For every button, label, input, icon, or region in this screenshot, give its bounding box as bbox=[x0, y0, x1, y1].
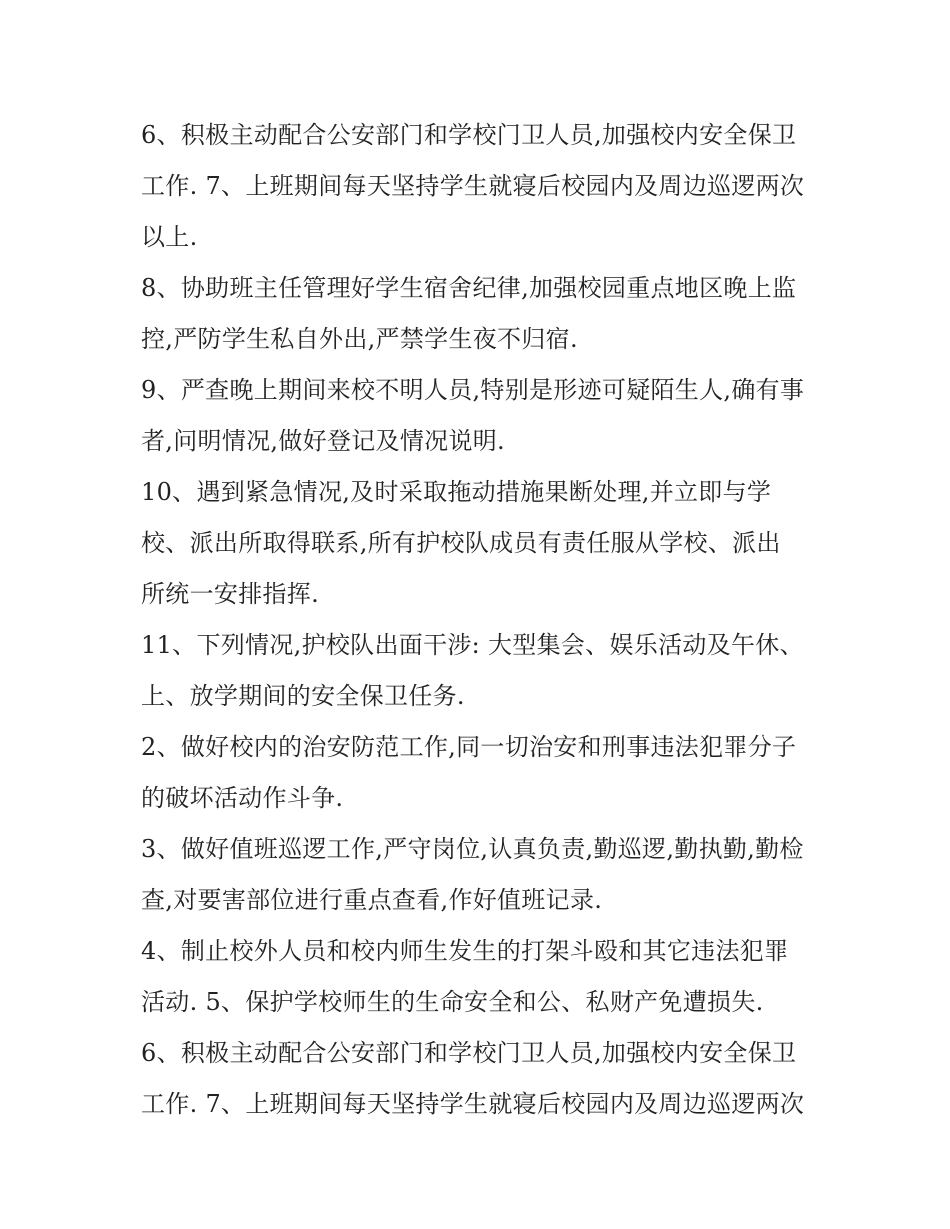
text-line: 者,问明情况,做好登记及情况说明. bbox=[141, 427, 505, 455]
text-line: 查,对要害部位进行重点查看,作好值班记录. bbox=[141, 886, 603, 914]
text-line: 工作. 7、上班期间每天坚持学生就寝后校园内及周边巡逻两次 bbox=[141, 172, 805, 200]
text-line: 6、积极主动配合公安部门和学校门卫人员,加强校内安全保卫 bbox=[141, 1039, 797, 1067]
text-line: 3、做好值班巡逻工作,严守岗位,认真负责,勤巡逻,勤执勤,勤检 bbox=[141, 835, 804, 863]
text-line: 6、积极主动配合公安部门和学校门卫人员,加强校内安全保卫 bbox=[141, 121, 797, 149]
text-line: 11、下列情况,护校队出面干涉: 大型集会、娱乐活动及午休、 bbox=[141, 631, 804, 659]
text-line: 2、做好校内的治安防范工作,同一切治安和刑事违法犯罪分子 bbox=[141, 733, 797, 761]
text-line: 的破坏活动作斗争. bbox=[141, 784, 344, 812]
text-line: 4、制止校外人员和校内师生发生的打架斗殴和其它违法犯罪 bbox=[141, 937, 789, 965]
document-body bbox=[141, 110, 821, 1130]
text-line: 活动. 5、保护学校师生的生命安全和公、私财产免遭损失. bbox=[141, 988, 764, 1016]
text-line: 工作. 7、上班期间每天坚持学生就寝后校园内及周边巡逻两次 bbox=[141, 1090, 805, 1118]
text-line: 以上. bbox=[141, 223, 198, 251]
text-line: 控,严防学生私自外出,严禁学生夜不归宿. bbox=[141, 325, 578, 353]
text-line: 10、遇到紧急情况,及时采取拖动措施果断处理,并立即与学 bbox=[141, 478, 772, 506]
text-line: 上、放学期间的安全保卫任务. bbox=[141, 682, 465, 710]
text-line: 校、派出所取得联系,所有护校队成员有责任服从学校、派出 bbox=[141, 529, 781, 557]
text-line: 9、严查晚上期间来校不明人员,特别是形迹可疑陌生人,确有事 bbox=[141, 376, 805, 404]
text-line: 所统一安排指挥. bbox=[141, 580, 320, 608]
text-line: 8、协助班主任管理好学生宿舍纪律,加强校园重点地区晚上监 bbox=[141, 274, 797, 302]
